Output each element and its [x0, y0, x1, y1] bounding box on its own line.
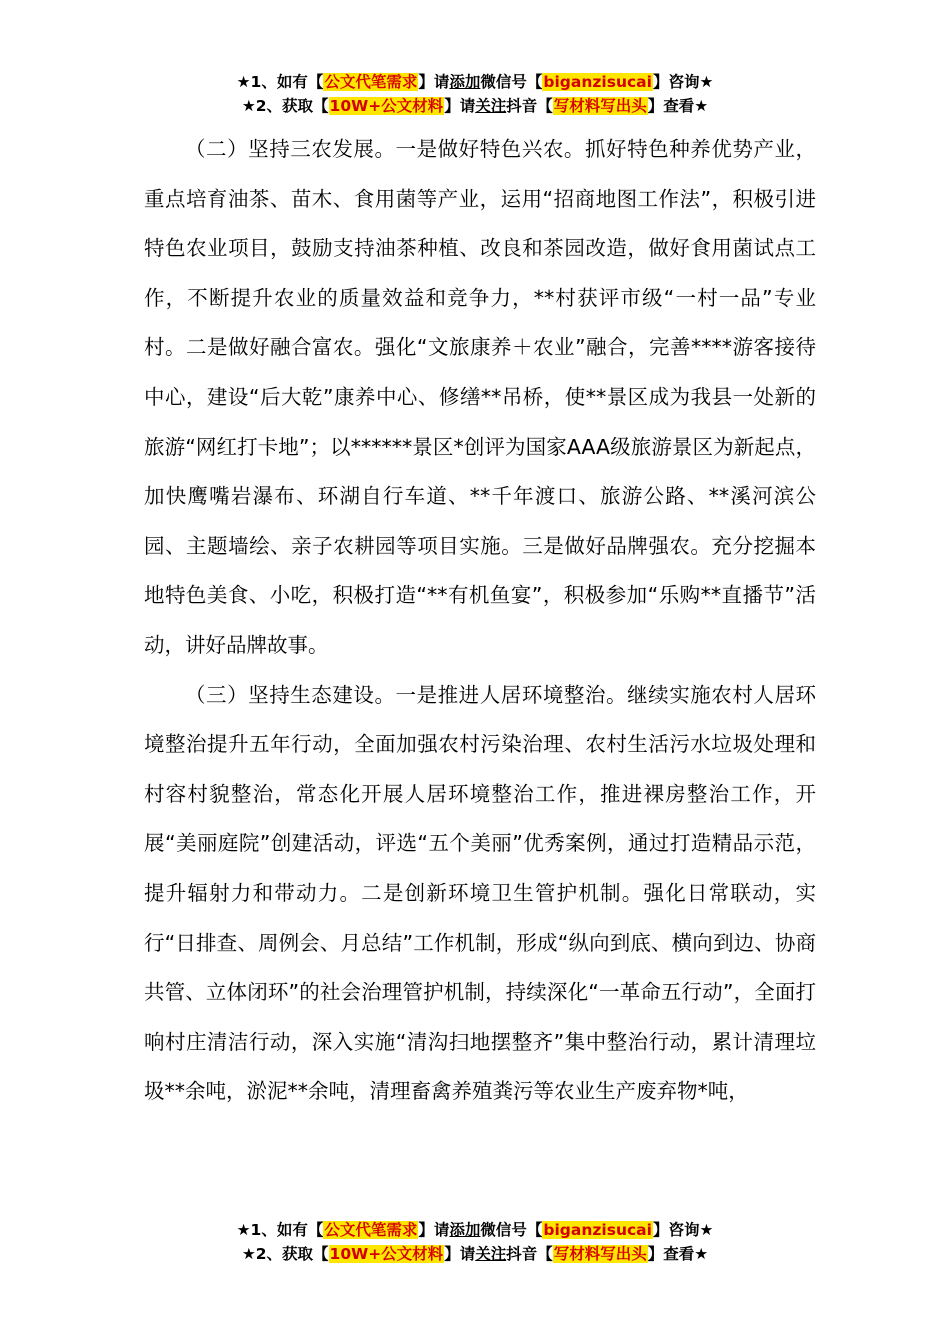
paragraph-agriculture: （二）坚持三农发展。一是做好特色兴农。抓好特色种养优势产业，重点培育油茶、苗木、食用菌等产业，运用“招商地图工作法”，积极引进特色农业项目，鼓励支持油茶种植、改良和茶园改造，做好食用菌试点工作，不断提升农业的质量效益和竞争力，**村获评市级“一村一品”专业村。二是做好融合富农。强化“文旅康养＋农业”融合，完善****游客接待中心，建设“后大乾”康养中心、修缮**吊桥，使**景区成为我县一处新的旅游“网红打卡地”；以******景区*创评为国家AAA级旅游景区为新起点，加快鹰嘴岩瀑布、环湖自行车道、**千年渡口、旅游公路、**溪河滨公园、主题墙绘、亲子农耕园等项目实施。三是做好品牌强农。充分挖掘本地特色美食、小吃，积极打造“**有机鱼宴”，积极参加“乐购**直播节”活动，讲好品牌故事。 — [144, 137, 816, 657]
highlight-service: 公文代笔需求 — [324, 73, 418, 91]
highlight-douyin: 写材料写出头 — [553, 97, 647, 115]
banner-line-2: ★2、获取【10W+公文材料】请关注抖音【写材料写出头】查看★ — [241, 97, 709, 115]
highlight-materials: 10W+公文材料 — [329, 97, 444, 115]
banner-line-1: ★1、如有【公文代笔需求】请添加微信号【biganzisucai】咨询★ — [236, 73, 714, 91]
paragraph-ecology: （三）坚持生态建设。一是推进人居环境整治。继续实施农村人居环境整治提升五年行动，全面加强农村污染治理、农村生活污水垃圾处理和村容村貌整治，常态化开展人居环境整治工作，推进裸房整治工作，开展“美丽庭院”创建活动，评选“五个美丽”优秀案例，通过打造精品示范，提升辐射力和带动力。二是创新环境卫生管护机制。强化日常联动，实行“日排查、周例会、月总结”工作机制，形成“纵向到底、横向到边、协商共管、立体闭环”的社会治理管护机制，持续深化“一革命五行动”，全面打响村庄清洁行动，深入实施“清沟扫地摆整齐”集中整治行动，累计清理垃圾**余吨，淤泥**余吨，清理畜禽养殖粪污等农业生产废弃物*吨， — [144, 682, 816, 1104]
highlight-service: 公文代笔需求 — [324, 1221, 418, 1239]
highlight-materials: 10W+公文材料 — [329, 1245, 444, 1263]
header-banner — [0, 70, 950, 118]
highlight-wechat-id: biganzisucai — [543, 1221, 652, 1239]
highlight-wechat-id: biganzisucai — [543, 73, 652, 91]
document-body — [144, 125, 816, 1117]
highlight-douyin: 写材料写出头 — [553, 1245, 647, 1263]
footer-banner — [0, 1218, 950, 1266]
banner-line-1: ★1、如有【公文代笔需求】请添加微信号【biganzisucai】咨询★ — [236, 1221, 714, 1239]
banner-line-2: ★2、获取【10W+公文材料】请关注抖音【写材料写出头】查看★ — [241, 1245, 709, 1263]
